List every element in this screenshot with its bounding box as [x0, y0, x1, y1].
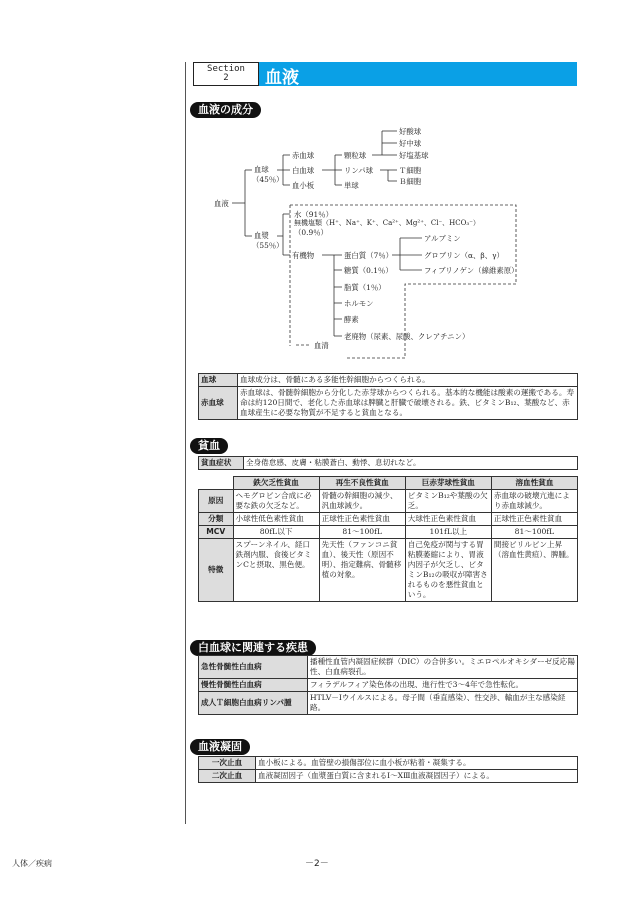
node-monocyte: 単球	[344, 181, 359, 190]
blood-cell-table	[198, 373, 578, 420]
anemia-comparison-table	[198, 476, 578, 602]
table-row: 特徴 スプーンネイル、経口鉄剤内服、食後ビタミンCと摂取、黒色便。 先天性（ファンコニ貧血）、後天性（原因不明）、指定難病、骨髄移植の対象。 自己免疫が関与する胃粘膜萎縮により、胃液内因子が欠乏し、ビタミンB₁₂の吸収が障害されるものを悪性貧血という。 間接ビリルビン上昇（溶血性黄疸）、脾腫。	[199, 539, 578, 602]
node-lipid: 脂質（1％）	[344, 283, 386, 292]
node-blood: 血液	[214, 199, 229, 208]
heading-coagulation: 血液凝固	[190, 739, 250, 755]
table-row: 鉄欠乏性貧血 再生不良性貧血 巨赤芽球性貧血 溶血性貧血	[199, 477, 578, 490]
footer-subject: 人体／疾病	[12, 859, 52, 868]
section-label: Section 2	[193, 62, 259, 86]
node-globulin: グロブリン（α、β、γ）	[424, 251, 504, 260]
table-row: 血球 血球成分は、骨髄にある多能性幹細胞からつくられる。	[199, 374, 578, 387]
table-row: 一次止血 血小板による。血管壁の損傷部位に血小板が粘着・凝集する。	[199, 757, 578, 770]
table-row: 原因 ヘモグロビン合成に必要な鉄の欠乏など。 骨髄の幹細胞の減少、汎血球減少。 ビタミンB₁₂や葉酸の欠乏。 赤血球の破壊亢進により赤血球減少。	[199, 490, 578, 513]
node-fibrinogen: フィブリノゲン（線維素原）	[424, 266, 519, 275]
node-plasma-pct: （55％）	[252, 241, 284, 250]
wbc-disease-table	[198, 655, 578, 715]
heading-blood-components: 血液の成分	[190, 102, 261, 118]
node-inorganic-pct: （0.9％）	[294, 228, 328, 237]
node-platelet: 血小板	[292, 181, 315, 190]
node-plasma: 血漿	[254, 231, 269, 240]
anemia-symptom-table	[198, 456, 578, 470]
node-enzyme: 酵素	[344, 315, 359, 324]
node-eosinophil: 好酸球	[399, 127, 422, 136]
node-organic: 有機物	[292, 251, 315, 260]
node-hormone: ホルモン	[344, 299, 374, 308]
node-tcell: Ｔ細胞	[399, 166, 422, 175]
table-row: 慢性骨髄性白血病 フィラデルフィア染色体の出現、進行性で3～4年で急性転化。	[199, 679, 578, 692]
node-bcell: Ｂ細胞	[399, 177, 422, 186]
node-albumin: アルブミン	[424, 234, 461, 243]
node-serum: 血清	[314, 341, 329, 350]
table-row: 成人Ｔ細胞白血病リンパ腫 HTLV－Ⅰウイルスによる。母子間（垂直感染）、性交渉、輸血が主な感染経路。	[199, 692, 578, 715]
table-row: MCV 80fL以下 81～100fL 101fL以上 81～100fL	[199, 526, 578, 539]
node-basophil: 好塩基球	[399, 151, 429, 160]
page-number: －2－	[305, 859, 329, 869]
coagulation-table	[198, 756, 578, 783]
node-blood-cells-pct: （45％）	[252, 175, 284, 184]
node-granulocyte: 顆粒球	[344, 151, 367, 160]
node-rbc: 赤血球	[292, 151, 315, 160]
table-row: 分類 小球性低色素性貧血 正球性正色素性貧血 大球性正色素性貧血 正球性正色素性貧血	[199, 513, 578, 526]
heading-wbc-diseases: 白血球に関連する疾患	[190, 640, 316, 656]
node-sugar: 糖質（0.1％）	[344, 266, 393, 275]
table-row: 急性骨髄性白血病 播種性血管内凝固症候群（DIC）の合併多い。ミエロペルオキシダーゼ反応陽性、白血病裂孔。	[199, 656, 578, 679]
node-neutrophil: 好中球	[399, 139, 422, 148]
node-blood-cells: 血球	[254, 165, 269, 174]
table-row: 赤血球 赤血球は、骨髄幹細胞から分化した赤芽球からつくられる。基本的な機能は酸素の運搬である。寿命は約120日間で、老化した赤血球は脾臓と肝臓で破壊される。鉄、ビタミンB₁₂、葉酸など、赤血球産生に必要な物質が不足すると貧血となる。	[199, 387, 578, 420]
heading-anemia: 貧血	[190, 438, 228, 454]
node-lymphocyte: リンパ球	[344, 166, 374, 175]
node-protein: 蛋白質（7％）	[344, 251, 394, 260]
table-row: 二次止血 血液凝固因子（血漿蛋白質に含まれるⅠ～ⅩⅢ血液凝固因子）による。	[199, 770, 578, 783]
node-wbc: 白血球	[292, 166, 315, 175]
node-inorganic: 無機塩類（H⁺、Na⁺、K⁺、Ca²⁺、Mg²⁺、Cl⁻、HCO₃⁻）	[294, 219, 480, 227]
page-title: 血液	[265, 68, 299, 88]
table-row: 貧血症状 全身倦怠感、皮膚・粘膜蒼白、動悸、息切れなど。	[199, 457, 578, 470]
node-waste: 老廃物（尿素、尿酸、クレアチニン）	[344, 332, 470, 341]
node-water: 水（91％）	[294, 210, 333, 219]
